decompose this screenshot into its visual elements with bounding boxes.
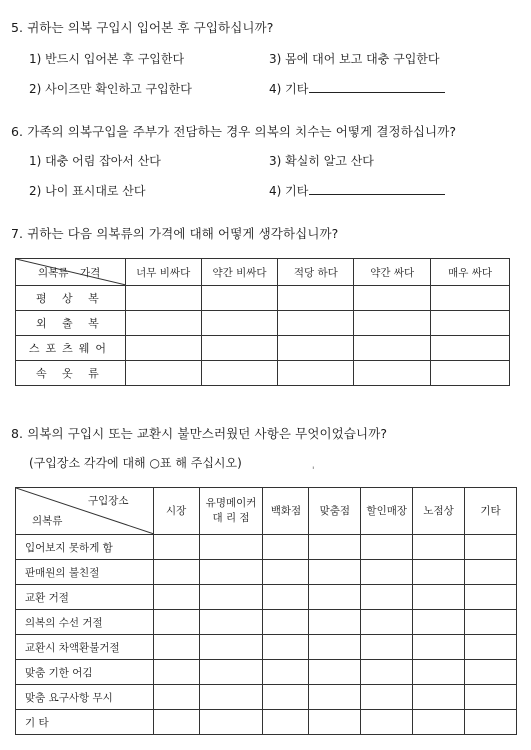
table-row — [16, 311, 510, 336]
q7-answer-cell[interactable] — [354, 361, 431, 386]
q8-instruction: (구입장소 각각에 대해 ○표 해 주십시오) — [29, 456, 242, 470]
q8-answer-cell[interactable] — [309, 635, 361, 660]
q8-answer-cell[interactable] — [361, 685, 413, 710]
q8-row-header: 교환시 차액환불거절 — [16, 635, 154, 660]
q8-corner-cell — [16, 488, 154, 535]
q7-answer-cell[interactable] — [354, 286, 431, 311]
stray-mark: ' — [312, 466, 315, 476]
q8-col-header: 할인매장 — [361, 488, 413, 535]
q8-answer-cell[interactable] — [199, 560, 263, 585]
q8-answer-cell[interactable] — [263, 585, 309, 610]
q8-answer-cell[interactable] — [309, 685, 361, 710]
q8-col-header: 시장 — [153, 488, 199, 535]
q8-answer-cell[interactable] — [153, 560, 199, 585]
q8-answer-cell[interactable] — [153, 710, 199, 735]
q8-answer-cell[interactable] — [153, 535, 199, 560]
table-row — [16, 560, 517, 585]
q8-answer-cell[interactable] — [263, 560, 309, 585]
q7-answer-cell[interactable] — [125, 311, 201, 336]
q6-other-blank[interactable] — [309, 183, 445, 195]
q8-col-header: 백화점 — [263, 488, 309, 535]
table-row — [16, 336, 510, 361]
q8-answer-cell[interactable] — [465, 560, 517, 585]
q8-complaint-table — [15, 487, 517, 735]
q8-answer-cell[interactable] — [465, 635, 517, 660]
q7-answer-cell[interactable] — [278, 286, 354, 311]
q8-row-header: 맞춤 기한 어김 — [16, 660, 154, 685]
q7-col-header: 매우 싸다 — [431, 259, 510, 286]
q7-answer-cell[interactable] — [125, 361, 201, 386]
q5-question: 5. 귀하는 의복 구입시 입어본 후 구입하십니까? — [11, 20, 274, 35]
q6-question: 6. 가족의 의복구입을 주부가 전담하는 경우 의복의 치수는 어떻게 결정하십니까? — [11, 124, 457, 139]
q7-corner-cell — [16, 259, 126, 286]
q8-col-header: 맞춤점 — [309, 488, 361, 535]
q7-header-row — [16, 259, 510, 286]
q7-answer-cell[interactable] — [431, 286, 510, 311]
q5-option-1[interactable]: 1) 반드시 입어본 후 구입한다 — [29, 52, 185, 66]
q8-answer-cell[interactable] — [199, 685, 263, 710]
q8-header-row — [16, 488, 517, 535]
q7-answer-cell[interactable] — [278, 361, 354, 386]
table-row — [16, 710, 517, 735]
q7-answer-cell[interactable] — [125, 336, 201, 361]
q8-answer-cell[interactable] — [361, 560, 413, 585]
q7-answer-cell[interactable] — [431, 361, 510, 386]
q7-price-table — [15, 258, 510, 386]
table-row — [16, 286, 510, 311]
table-row — [16, 635, 517, 660]
q5-option-4-label: 4) 기타 — [269, 82, 309, 96]
q8-row-header: 맞춤 요구사항 무시 — [16, 685, 154, 710]
q7-corner-row-label: 의복류 — [38, 267, 69, 279]
q7-answer-cell[interactable] — [125, 286, 201, 311]
q7-col-header: 너무 비싸다 — [125, 259, 201, 286]
q7-answer-cell[interactable] — [354, 311, 431, 336]
q7-answer-cell[interactable] — [201, 361, 278, 386]
q8-answer-cell[interactable] — [153, 635, 199, 660]
table-row — [16, 610, 517, 635]
q5-option-3[interactable]: 3) 몸에 대어 보고 대충 구입한다 — [269, 52, 440, 66]
q8-answer-cell[interactable] — [263, 610, 309, 635]
q6-option-4[interactable] — [269, 182, 445, 199]
q6-option-3[interactable]: 3) 확실히 알고 산다 — [269, 154, 374, 168]
table-row — [16, 535, 517, 560]
q7-answer-cell[interactable] — [431, 336, 510, 361]
q8-col-header: 노점상 — [413, 488, 465, 535]
q8-answer-cell[interactable] — [361, 635, 413, 660]
q8-answer-cell[interactable] — [413, 535, 465, 560]
q7-row-header: 평 상 복 — [16, 286, 126, 311]
q8-answer-cell[interactable] — [263, 710, 309, 735]
q8-answer-cell[interactable] — [309, 710, 361, 735]
q8-answer-cell[interactable] — [263, 685, 309, 710]
q8-answer-cell[interactable] — [465, 535, 517, 560]
table-row — [16, 660, 517, 685]
q5-other-blank[interactable] — [309, 81, 445, 93]
q8-corner-row-label: 의복류 — [32, 515, 63, 527]
q8-answer-cell[interactable] — [263, 635, 309, 660]
q8-answer-cell[interactable] — [413, 685, 465, 710]
q8-answer-cell[interactable] — [153, 685, 199, 710]
q8-answer-cell[interactable] — [199, 585, 263, 610]
q8-row-header: 의복의 수선 거절 — [16, 610, 154, 635]
q8-answer-cell[interactable] — [309, 610, 361, 635]
q7-corner-col-label: 가격 — [80, 267, 101, 279]
q7-answer-cell[interactable] — [278, 336, 354, 361]
q8-answer-cell[interactable] — [413, 585, 465, 610]
q8-answer-cell[interactable] — [263, 660, 309, 685]
q7-row-header: 외 출 복 — [16, 311, 126, 336]
q7-answer-cell[interactable] — [431, 311, 510, 336]
q7-question: 7. 귀하는 다음 의복류의 가격에 대해 어떻게 생각하십니까? — [11, 226, 339, 241]
q7-row-header: 스포츠웨어 — [16, 336, 126, 361]
q8-question: 8. 의복의 구입시 또는 교환시 불만스러웠던 사항은 무엇이었습니까? — [11, 426, 388, 441]
q8-answer-cell[interactable] — [413, 560, 465, 585]
q8-answer-cell[interactable] — [309, 560, 361, 585]
q8-answer-cell[interactable] — [309, 535, 361, 560]
q8-answer-cell[interactable] — [465, 585, 517, 610]
q5-option-4[interactable] — [269, 80, 445, 97]
q8-answer-cell[interactable] — [153, 660, 199, 685]
table-row — [16, 685, 517, 710]
table-row — [16, 585, 517, 610]
q8-answer-cell[interactable] — [361, 710, 413, 735]
q8-row-header: 판매원의 불친절 — [16, 560, 154, 585]
q8-answer-cell[interactable] — [413, 610, 465, 635]
q7-corner-diagonal — [16, 259, 125, 285]
q6-option-1[interactable]: 1) 대충 어림 잡아서 산다 — [29, 154, 161, 168]
q7-col-header: 약간 비싸다 — [201, 259, 278, 286]
q8-col-header: 유명메이커 대 리 점 — [199, 488, 263, 535]
q8-answer-cell[interactable] — [361, 535, 413, 560]
q8-answer-cell[interactable] — [465, 710, 517, 735]
q7-answer-cell[interactable] — [354, 336, 431, 361]
q8-row-header: 교환 거절 — [16, 585, 154, 610]
q8-col-header: 기타 — [465, 488, 517, 535]
q8-answer-cell[interactable] — [413, 660, 465, 685]
q8-row-header: 입어보지 못하게 함 — [16, 535, 154, 560]
q8-answer-cell[interactable] — [199, 660, 263, 685]
q8-answer-cell[interactable] — [153, 610, 199, 635]
table-row — [16, 361, 510, 386]
q8-answer-cell[interactable] — [361, 610, 413, 635]
q8-answer-cell[interactable] — [413, 710, 465, 735]
q7-answer-cell[interactable] — [201, 336, 278, 361]
q8-answer-cell[interactable] — [263, 535, 309, 560]
q6-option-4-label: 4) 기타 — [269, 184, 309, 198]
q8-row-header: 기 타 — [16, 710, 154, 735]
q8-corner-col-label: 구입장소 — [88, 495, 129, 507]
q6-option-2[interactable]: 2) 나이 표시대로 산다 — [29, 184, 146, 198]
q8-answer-cell[interactable] — [199, 710, 263, 735]
q8-answer-cell[interactable] — [153, 585, 199, 610]
q8-answer-cell[interactable] — [309, 660, 361, 685]
q8-answer-cell[interactable] — [413, 635, 465, 660]
q8-answer-cell[interactable] — [199, 635, 263, 660]
q8-answer-cell[interactable] — [465, 685, 517, 710]
q8-answer-cell[interactable] — [199, 610, 263, 635]
q7-row-header: 속 옷 류 — [16, 361, 126, 386]
q8-answer-cell[interactable] — [465, 610, 517, 635]
q7-answer-cell[interactable] — [201, 311, 278, 336]
q7-col-header: 적당 하다 — [278, 259, 354, 286]
q7-col-header: 약간 싸다 — [354, 259, 431, 286]
q8-answer-cell[interactable] — [361, 585, 413, 610]
q8-answer-cell[interactable] — [309, 585, 361, 610]
q8-answer-cell[interactable] — [465, 660, 517, 685]
q7-answer-cell[interactable] — [278, 311, 354, 336]
q8-answer-cell[interactable] — [199, 535, 263, 560]
q7-answer-cell[interactable] — [201, 286, 278, 311]
q5-option-2[interactable]: 2) 사이즈만 확인하고 구입한다 — [29, 82, 192, 96]
q8-answer-cell[interactable] — [361, 660, 413, 685]
